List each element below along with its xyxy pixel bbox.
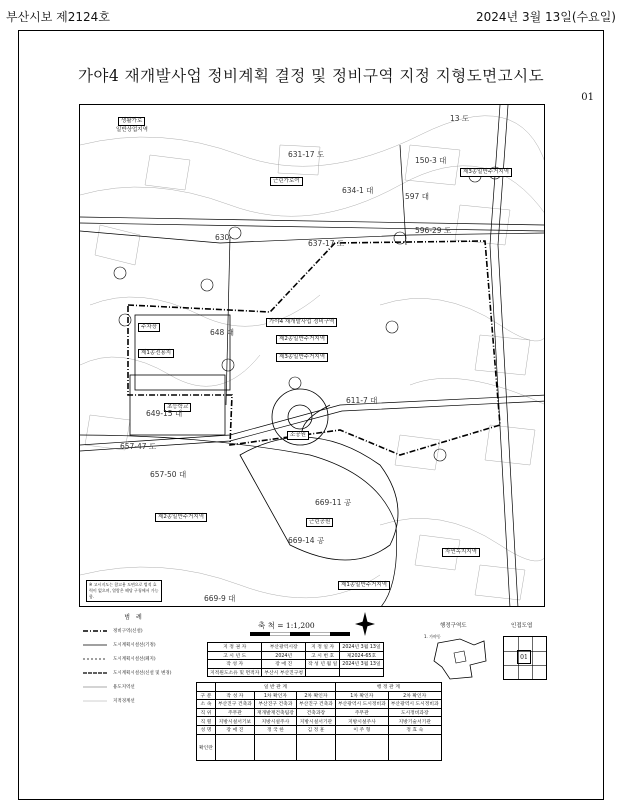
lot-630: 630 (215, 233, 230, 242)
sheet-number: 01 (581, 92, 594, 103)
legend-item (79, 625, 189, 639)
sign-cell: 부산진구 건축과 (296, 700, 335, 709)
lot-657-50: 657-50 대 (150, 470, 187, 479)
label-living-street: 생활가로 (118, 117, 145, 126)
sign-cell (296, 734, 335, 760)
sign-cell (197, 683, 216, 692)
sign-cell: 주무관 (335, 708, 388, 717)
sign-cell: 작 성 자 (215, 691, 254, 700)
lot-13: 13 도 (450, 114, 470, 123)
sign-cell: 확인란 (197, 734, 216, 760)
lot-657-47: 657-47 도 (120, 442, 157, 451)
label-natural-green: 자연녹지지역 (442, 548, 480, 557)
district-outline (430, 631, 490, 686)
sign-cell: 정 국 한 (254, 725, 296, 734)
info-cell: 고 시 번 호 (306, 651, 340, 660)
label-neighborhood-park: 근린공원 (306, 518, 333, 527)
sign-cell: 지방시설서기보 (215, 717, 254, 726)
sign-cell (388, 734, 441, 760)
location-map-title: 행정구역도 (440, 623, 467, 629)
info-cell: 2024년 3월 13일 (340, 643, 383, 652)
info-cell: 부산광역시장 (262, 643, 306, 652)
publication-date: 2024년 3월 13일(수요일) (476, 10, 616, 24)
sign-cell (335, 734, 388, 760)
info-cell: 부산시 부산진구청 (262, 668, 306, 677)
lot-648: 648 대 (210, 328, 234, 337)
sign-cell: 부산광역시 도시정비과 (388, 700, 441, 709)
legend-swatch (83, 685, 107, 689)
info-cell: 제2024-65호 (340, 651, 383, 660)
legend-item (79, 653, 189, 667)
info-cell (340, 668, 383, 677)
index-map (497, 625, 553, 685)
sign-cell: 1차 확인자 (335, 691, 388, 700)
lot-634-1: 634-1 대 (342, 186, 374, 195)
lot-597: 597 대 (405, 192, 429, 201)
sign-head-left: 일 반 관 계 (215, 683, 335, 692)
legend (79, 612, 189, 742)
table-row (197, 725, 442, 734)
sign-head-right: 행 정 관 계 (335, 683, 441, 692)
legend-item-label: 도시계획시설선(기정) (113, 643, 156, 648)
sign-cell: 지방시설주사 (335, 717, 388, 726)
sign-cell: 부산진구 건축과 (215, 700, 254, 709)
table-row (197, 700, 442, 709)
table-row (197, 691, 442, 700)
legend-swatch (83, 629, 107, 633)
table-row (208, 660, 384, 669)
label-exclusive: 제1종전용지 (138, 349, 174, 358)
scale-label: 축 척 = 1:1,200 (258, 621, 315, 630)
map-note: ※ 고시지도는 참고용 도면으로 법적 효력이 없으며, 열람은 해당 구청에서 가능함. (86, 580, 162, 602)
page-title: 가야4 재개발사업 정비계획 결정 및 정비구역 지정 지형도면고시도 (77, 67, 545, 85)
page-header (6, 8, 616, 24)
redevelopment-boundary (128, 241, 500, 455)
legend-item-label: 정비구역(신설) (113, 629, 143, 634)
label-commercial-zone: 일반상업지역 (116, 127, 148, 133)
label-residential-2: 제2종일반주거지역 (276, 335, 328, 344)
sign-table (196, 682, 442, 761)
info-cell: 2024년 (262, 651, 306, 660)
info-cell: 2024년 3월 13일 (340, 660, 383, 669)
sign-cell (254, 734, 296, 760)
sign-cell: 직 렬 (197, 717, 216, 726)
sign-cell: 지방시설서기관 (296, 717, 335, 726)
legend-swatch (83, 671, 107, 675)
sign-cell: 이 주 형 (335, 725, 388, 734)
legend-swatch (83, 699, 107, 703)
table-row (197, 683, 442, 692)
sign-cell: 김 정 훈 (296, 725, 335, 734)
table-row (197, 734, 442, 760)
sign-cell: 구 분 (197, 691, 216, 700)
roundabout-inner (288, 405, 312, 429)
sign-cell: 직 위 (197, 708, 216, 717)
sign-cell (215, 734, 254, 760)
legend-swatch (83, 643, 107, 647)
info-cell: 작 성 자 (208, 660, 262, 669)
legend-item (79, 681, 189, 695)
sign-cell: 정 효 숙 (388, 725, 441, 734)
lot-150-3: 150-3 대 (415, 156, 447, 165)
legend-swatch (83, 657, 107, 661)
table-row (208, 668, 384, 677)
lot-637-17: 637-17 도 (308, 239, 345, 248)
sign-cell: 부산진구 건축과 (254, 700, 296, 709)
label-parking: 주차장 (138, 323, 160, 332)
sign-cell: 도시정비과장 (388, 708, 441, 717)
label-residential-3-right: 제3종일반주거지역 (460, 168, 512, 177)
index-current-sheet: 01 (517, 650, 531, 664)
lot-631-17: 631-17 도 (288, 150, 325, 159)
publication-label: 부산시보 제2124호 (6, 10, 110, 24)
label-small-park: 소공원 (287, 431, 309, 440)
info-table (207, 642, 384, 677)
table-row (208, 651, 384, 660)
lot-669-11: 669-11 공 (315, 498, 352, 507)
lot-596-29: 596-29 도 (415, 226, 452, 235)
location-map (424, 623, 490, 680)
sign-cell: 부산광역시 도시정비과 (335, 700, 388, 709)
info-cell: 장 애 진 (262, 660, 306, 669)
label-residential-1: 제1종일반주거지역 (338, 581, 390, 590)
sign-cell: 재개발재건축팀장 (254, 708, 296, 717)
north-arrow-icon (355, 612, 375, 636)
sign-cell: 장 애 진 (215, 725, 254, 734)
sign-cell: 주무관 (215, 708, 254, 717)
label-neighborhood: 근린가로여 (270, 177, 303, 186)
legend-item (79, 667, 189, 681)
info-cell: 지 정 권 자 (208, 643, 262, 652)
sign-cell: 지방시설주사 (254, 717, 296, 726)
lot-611-7: 611-7 대 (346, 396, 378, 405)
zoning-map (79, 104, 545, 607)
sign-cell: 지방기술서기관 (388, 717, 441, 726)
info-cell: 작 성 년 월 일 (306, 660, 340, 669)
table-row (208, 643, 384, 652)
index-map-title: 인접도엽 (511, 623, 533, 629)
table-row (197, 708, 442, 717)
legend-item-label: 도시계획시설선(신설 및 변경) (113, 671, 172, 676)
label-residential-3: 제3종일반주거지역 (276, 353, 328, 362)
lot-669-9: 669-9 대 (204, 594, 236, 603)
sign-cell: 1차 확인자 (254, 691, 296, 700)
table-row (197, 717, 442, 726)
location-map-subtitle: 1. 가야동 (424, 634, 441, 639)
legend-title: 범 례 (124, 614, 144, 621)
info-cell: 지 정 일 자 (306, 643, 340, 652)
sign-cell: 2차 확인자 (296, 691, 335, 700)
lot-649-15: 649-15 대 (146, 409, 183, 418)
info-cell: 고 시 년 도 (208, 651, 262, 660)
legend-item (79, 639, 189, 653)
sign-cell: 2차 확인자 (388, 691, 441, 700)
sign-cell: 성 명 (197, 725, 216, 734)
legend-item-label: 도시계획시설선(폐지) (113, 657, 156, 662)
label-residential-2-bottom: 제2종일반주거지역 (155, 513, 207, 522)
info-cell: 지적원도소유 및 면적자 (208, 668, 262, 677)
sign-cell: 소 속 (197, 700, 216, 709)
scale-bar (250, 632, 350, 636)
lot-669-14: 669-14 공 (288, 536, 325, 545)
label-redevelopment-area: 가야4 재개발사업 정비구역 (266, 318, 337, 327)
info-cell (306, 668, 340, 677)
legend-item (79, 695, 189, 709)
label-school: 초등학교 (164, 403, 191, 412)
legend-item-label: 용도지역선 (113, 685, 135, 690)
sign-cell: 건축과장 (296, 708, 335, 717)
legend-item-label: 지적경계선 (113, 699, 135, 704)
